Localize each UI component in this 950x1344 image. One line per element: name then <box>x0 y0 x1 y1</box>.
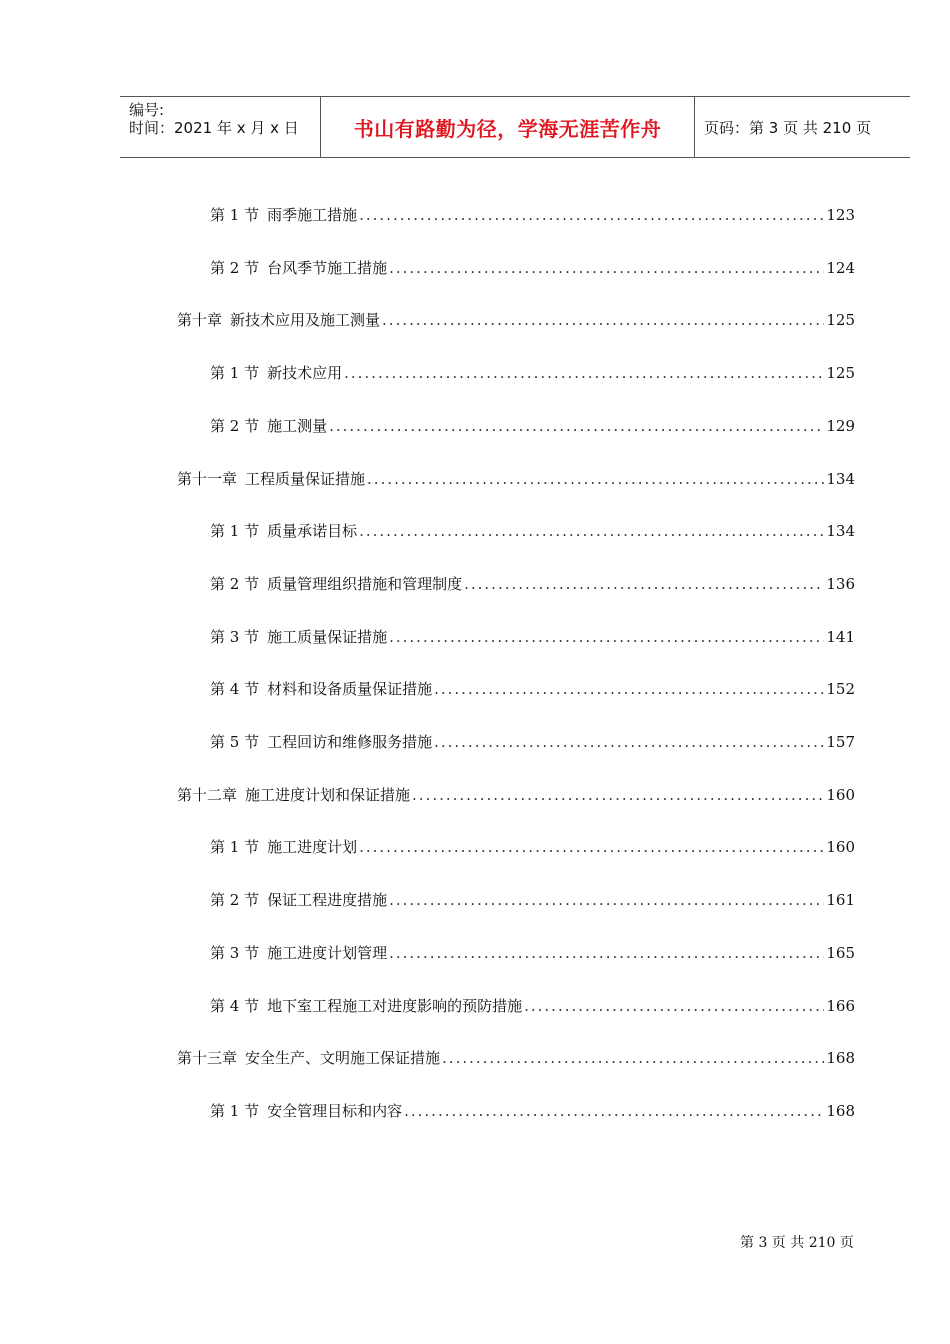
toc-leader-dots <box>404 1101 824 1121</box>
toc-section-entry[interactable] <box>210 574 855 594</box>
toc-leader-dots <box>412 785 824 805</box>
toc-leader-dots <box>464 574 824 594</box>
toc-chapter-entry[interactable] <box>177 785 855 805</box>
toc-entry-number: 第 2 节 <box>210 891 260 909</box>
toc-entry-title: 施工进度计划和保证措施 <box>245 786 411 804</box>
toc-entry-number: 第十章 <box>177 311 223 329</box>
toc-entry-label <box>210 837 357 857</box>
toc-entry-label <box>177 1048 440 1068</box>
header-motto: 书山有路勤为径，学海无涯苦作舟 <box>353 116 662 141</box>
toc-entry-number: 第 1 节 <box>210 364 260 382</box>
toc-entry-title: 地下室工程施工对进度影响的预防措施 <box>267 997 523 1015</box>
toc-entry-label <box>210 574 462 594</box>
toc-entry-title: 新技术应用 <box>267 364 343 382</box>
toc-entry-page: 124 <box>826 259 855 277</box>
toc-entry-title: 工程质量保证措施 <box>245 470 366 488</box>
toc-entry-number: 第 1 节 <box>210 1102 260 1120</box>
toc-entry-label <box>210 732 432 752</box>
toc-entry-page: 136 <box>826 575 855 593</box>
toc-entry-title: 施工进度计划管理 <box>267 944 388 962</box>
toc-section-entry[interactable] <box>210 1101 855 1121</box>
toc-entry-number: 第 3 节 <box>210 628 260 646</box>
toc-entry-title: 材料和设备质量保证措施 <box>267 680 433 698</box>
toc-entry-number: 第十二章 <box>177 786 238 804</box>
toc-leader-dots <box>442 1048 824 1068</box>
toc-section-entry[interactable] <box>210 521 855 541</box>
toc-entry-page: 168 <box>826 1102 855 1120</box>
toc-leader-dots <box>329 416 824 436</box>
header-page-info: 页码：第 3 页 共 210 页 <box>704 118 872 137</box>
page-footer: 第 3 页 共 210 页 <box>740 1235 854 1251</box>
toc-entry-label <box>210 679 432 699</box>
toc-entry-title: 台风季节施工措施 <box>267 259 388 277</box>
toc-entry-page: 141 <box>826 628 855 646</box>
toc-entry-page: 134 <box>826 522 855 540</box>
toc-section-entry[interactable] <box>210 205 855 225</box>
toc-entry-number: 第 5 节 <box>210 733 260 751</box>
toc-entry-title: 保证工程进度措施 <box>267 891 388 909</box>
toc-entry-page: 165 <box>826 944 855 962</box>
toc-leader-dots <box>524 996 824 1016</box>
toc-section-entry[interactable] <box>210 890 855 910</box>
toc-entry-title: 施工进度计划 <box>267 838 358 856</box>
toc-section-entry[interactable] <box>210 732 855 752</box>
toc-section-entry[interactable] <box>210 943 855 963</box>
toc-entry-label <box>210 258 387 278</box>
toc-entry-page: 125 <box>826 311 855 329</box>
toc-leader-dots <box>389 943 824 963</box>
toc-leader-dots <box>382 310 824 330</box>
toc-entry-page: 161 <box>826 891 855 909</box>
toc-leader-dots <box>344 363 824 383</box>
toc-entry-number: 第 1 节 <box>210 522 260 540</box>
toc-section-entry[interactable] <box>210 258 855 278</box>
toc-entry-label <box>210 416 327 436</box>
toc-entry-label <box>177 469 365 489</box>
toc-entry-title: 质量管理组织措施和管理制度 <box>267 575 463 593</box>
toc-section-entry[interactable] <box>210 363 855 383</box>
toc-entry-number: 第 1 节 <box>210 206 260 224</box>
toc-entry-label <box>210 996 522 1016</box>
toc-entry-page: 134 <box>826 470 855 488</box>
toc-section-entry[interactable] <box>210 996 855 1016</box>
toc-entry-number: 第 4 节 <box>210 997 260 1015</box>
toc-leader-dots <box>359 205 824 225</box>
toc-chapter-entry[interactable] <box>177 310 855 330</box>
toc-section-entry[interactable] <box>210 679 855 699</box>
toc-entry-number: 第 3 节 <box>210 944 260 962</box>
toc-entry-number: 第 1 节 <box>210 838 260 856</box>
toc-section-entry[interactable] <box>210 416 855 436</box>
toc-entry-label <box>210 1101 402 1121</box>
toc-leader-dots <box>434 679 824 699</box>
toc-entry-number: 第十一章 <box>177 470 238 488</box>
toc-entry-label <box>210 521 357 541</box>
toc-entry-label <box>177 785 410 805</box>
toc-entry-page: 152 <box>826 680 855 698</box>
toc-entry-page: 166 <box>826 997 855 1015</box>
toc-entry-number: 第 2 节 <box>210 417 260 435</box>
toc-entry-title: 施工测量 <box>267 417 328 435</box>
toc-leader-dots <box>389 258 824 278</box>
toc-entry-page: 125 <box>826 364 855 382</box>
toc-entry-number: 第 2 节 <box>210 575 260 593</box>
toc-chapter-entry[interactable] <box>177 469 855 489</box>
toc-entry-number: 第 4 节 <box>210 680 260 698</box>
toc-entry-page: 157 <box>826 733 855 751</box>
toc-entry-label <box>210 363 342 383</box>
toc-leader-dots <box>389 890 824 910</box>
document-number-label: 编号: <box>129 101 165 119</box>
toc-entry-page: 160 <box>826 786 855 804</box>
toc-entry-title: 雨季施工措施 <box>267 206 358 224</box>
toc-entry-title: 工程回访和维修服务措施 <box>267 733 433 751</box>
toc-entry-label <box>177 310 380 330</box>
toc-entry-title: 质量承诺目标 <box>267 522 358 540</box>
toc-leader-dots <box>359 521 824 541</box>
toc-entry-label <box>210 890 387 910</box>
toc-leader-dots <box>359 837 824 857</box>
toc-chapter-entry[interactable] <box>177 1048 855 1068</box>
toc-section-entry[interactable] <box>210 837 855 857</box>
toc-entry-label <box>210 943 387 963</box>
toc-entry-number: 第 2 节 <box>210 259 260 277</box>
toc-entry-title: 新技术应用及施工测量 <box>230 311 381 329</box>
toc-entry-label <box>210 627 387 647</box>
toc-entry-page: 160 <box>826 838 855 856</box>
toc-leader-dots <box>367 469 824 489</box>
toc-entry-title: 安全管理目标和内容 <box>267 1102 403 1120</box>
toc-entry-title: 施工质量保证措施 <box>267 628 388 646</box>
toc-entry-page: 123 <box>826 206 855 224</box>
toc-leader-dots <box>389 627 824 647</box>
toc-leader-dots <box>434 732 824 752</box>
toc-entry-title: 安全生产、文明施工保证措施 <box>245 1049 441 1067</box>
document-date: 时间：2021 年 x 月 x 日 <box>129 119 299 137</box>
toc-entry-number: 第十三章 <box>177 1049 238 1067</box>
toc-section-entry[interactable] <box>210 627 855 647</box>
toc-entry-page: 168 <box>826 1049 855 1067</box>
toc-entry-label <box>210 205 357 225</box>
toc-entry-page: 129 <box>826 417 855 435</box>
